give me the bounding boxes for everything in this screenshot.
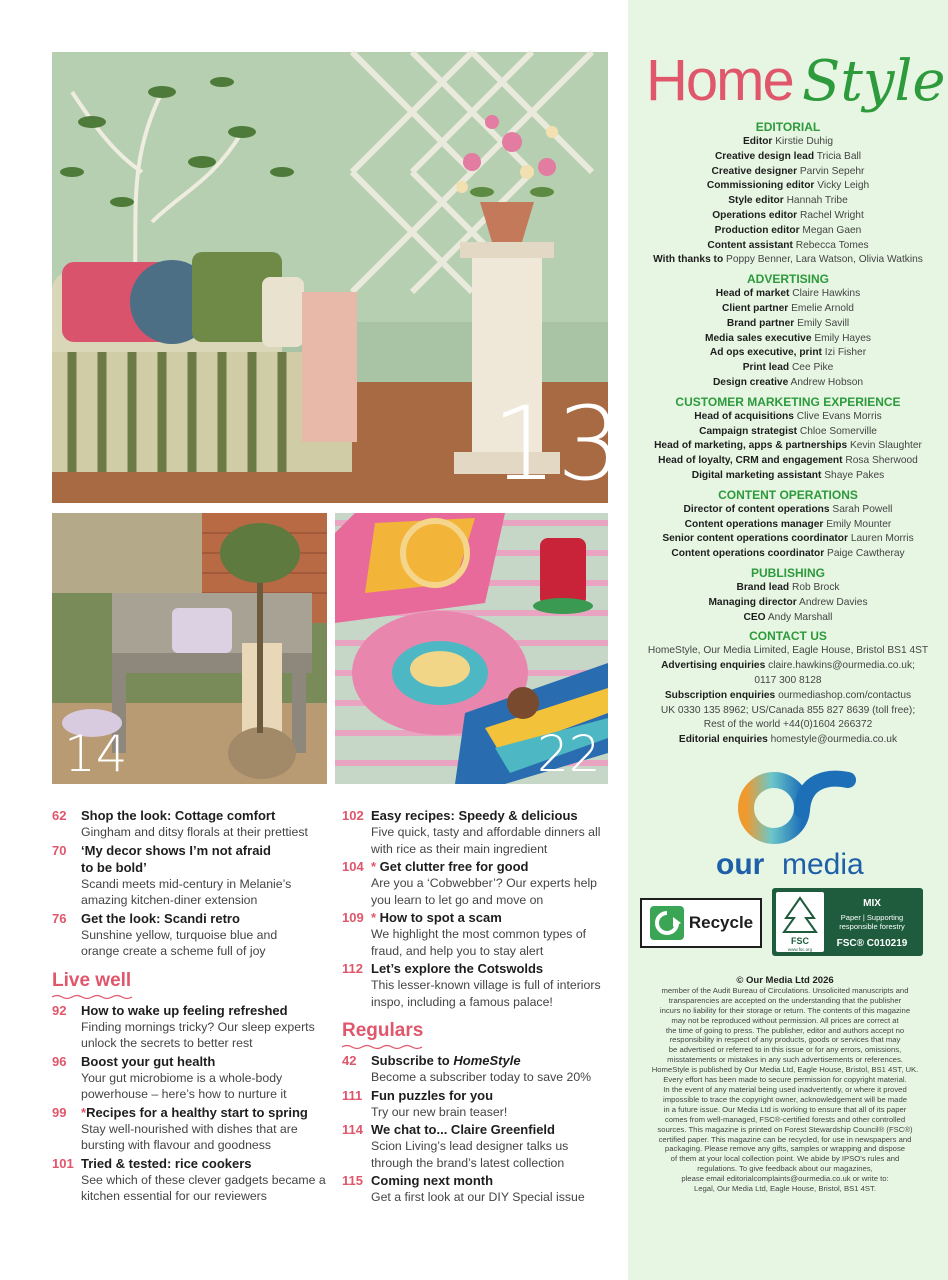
page-number-13: 13: [492, 385, 622, 504]
toc-entry[interactable]: [342, 960, 612, 1010]
toc-title: [81, 1104, 332, 1121]
toc-entry[interactable]: [52, 910, 332, 960]
credit-line: [628, 518, 948, 533]
credit-line: [628, 376, 948, 391]
credit-role: Senior content operations coordinator: [662, 533, 848, 545]
credit-name: Rob Brock: [791, 581, 840, 593]
credit-name: Cee Pike: [791, 362, 834, 374]
advertising-phone: 0117 300 8128: [754, 674, 822, 686]
copyright-line: comes from well-managed, FSC®-certified forests and other controlled: [664, 1114, 906, 1124]
toc-title: Get the look: Scandi retro: [81, 910, 240, 926]
subscription-phones: UK 0330 135 8962; US/Canada 855 827 8639 (toll free);: [660, 704, 916, 716]
credit-line: [628, 179, 948, 194]
toc-title-text: Subscribe to: [371, 1053, 454, 1068]
toc-page-number: 112: [342, 961, 363, 976]
copyright-line: of them at your local collection point. We abide by IPSO's rules and: [670, 1154, 900, 1164]
credit-name: Megan Gaen: [802, 224, 862, 236]
toc-page-number: 114: [342, 1122, 363, 1137]
toc-title: Let’s explore the Cotswolds: [371, 961, 544, 976]
toc-title: ‘My decor shows I’m not afraid to be bold’: [81, 842, 271, 875]
credit-name: Poppy Benner, Lara Watson, Olivia Watkins: [726, 254, 923, 266]
editorial-email-link[interactable]: homestyle@ourmedia.co.uk: [770, 734, 898, 746]
copyright-line: impossible to trace the copyright owner, acknowledgement will be made: [663, 1094, 907, 1104]
fsc-url: www.fsc.org: [787, 947, 813, 952]
credit-role: Content assistant: [707, 239, 793, 251]
recycle-badge: [640, 898, 762, 948]
contact-role: Subscription enquiries: [664, 689, 776, 701]
contact-line: [628, 674, 948, 689]
toc-entry[interactable]: [52, 1155, 332, 1205]
credits-heading: CONTACT US: [749, 629, 827, 644]
toc-title: [371, 909, 612, 926]
credit-line: [628, 302, 948, 317]
toc-page-number: 62: [52, 808, 67, 823]
copyright-line: Every effort has been made to secure permission for copyright material.: [663, 1075, 907, 1085]
toc-entry[interactable]: [342, 858, 612, 908]
recycle-label: Recycle: [688, 913, 754, 932]
credit-line: [628, 317, 948, 332]
toc-description: Five quick, tasty and affordable dinners all with rice as their main ingredient: [371, 825, 601, 856]
contact-line: [628, 644, 948, 659]
credit-line: [628, 596, 948, 611]
toc-description: Sunshine yellow, turquoise blue and orange create a scheme full of joy: [81, 927, 278, 958]
copyright-line: please email editorialcomplaints@ourmedia.co.uk or write to:: [681, 1174, 889, 1184]
toc-description: Your gut microbiome is a whole-body powerhouse – here’s how to nurture it: [81, 1070, 287, 1101]
credits-heading: ADVERTISING: [746, 272, 829, 287]
credit-name: Andrew Davies: [799, 596, 868, 608]
toc-title: Easy recipes: Speedy & delicious: [371, 808, 578, 823]
toc-title: How to wake up feeling refreshed: [81, 1002, 288, 1018]
copyright-title: © Our Media Ltd 2026: [736, 975, 834, 986]
main-photo: [52, 52, 622, 504]
garden-bench-photo: [52, 513, 327, 784]
credit-role: Commissioning editor: [706, 180, 815, 192]
section-heading-text: Live well: [52, 969, 132, 991]
credit-line: [628, 425, 948, 440]
credit-role: Operations editor: [712, 209, 798, 221]
copyright-line: incurs no liability for their storage or return. The contents of this magazine: [659, 1005, 911, 1015]
credit-role: Head of acquisitions: [694, 410, 794, 422]
feature-star: *: [81, 1104, 87, 1120]
credit-role: Head of loyalty, CRM and engagement: [658, 455, 843, 467]
toc-entry[interactable]: [342, 1052, 612, 1086]
fsc-logo: [772, 888, 923, 956]
credit-line: [628, 150, 948, 165]
credit-name: Clive Evans Morris: [796, 410, 882, 422]
subscription-link[interactable]: ourmediashop.com/contactus: [778, 689, 912, 701]
copyright-line: packaging. Please remove any gifts, samples or wrapping and dispose: [664, 1144, 906, 1154]
toc-entry[interactable]: [52, 1002, 332, 1052]
toc-title-text: Get clutter free for good: [379, 859, 529, 874]
credit-line: [628, 581, 948, 596]
toc-page-number: 101: [52, 1155, 74, 1171]
credit-role: Brand lead: [736, 581, 790, 593]
credit-line: [628, 611, 948, 626]
credit-name: Parvin Sepehr: [799, 165, 865, 177]
contact-line: [628, 689, 948, 704]
ourmedia-text-light: media: [782, 848, 864, 881]
toc-page-number: 76: [52, 910, 67, 926]
contact-role: Advertising enquiries: [661, 660, 766, 672]
toc-title-text: How to spot a scam: [379, 910, 502, 925]
credit-name: Hannah Tribe: [786, 195, 848, 207]
toc-page-number: 92: [52, 1002, 67, 1018]
credit-name: Emelie Arnold: [791, 302, 854, 314]
credit-line: [628, 547, 948, 562]
fsc-code: FSC® C010219: [836, 938, 908, 949]
credits-heading: PUBLISHING: [750, 565, 825, 580]
credit-name: Vicky Leigh: [817, 180, 870, 192]
credit-role: Ad ops executive, print: [709, 347, 822, 359]
logo-style-text: Style: [802, 49, 946, 114]
credits-heading: CONTENT OPERATIONS: [718, 487, 858, 502]
credit-role: Print lead: [742, 362, 790, 374]
contact-line: [628, 659, 948, 674]
credit-name: Kirstie Duhig: [775, 136, 834, 147]
credit-name: Izi Fisher: [824, 347, 867, 359]
contact-line: [628, 718, 948, 733]
fsc-mix: MIX: [863, 898, 881, 909]
toc-title: Boost your gut health: [81, 1053, 216, 1069]
toc-page-number: 102: [342, 808, 364, 823]
toc-page-number: 70: [52, 842, 67, 858]
toc-page-number: 99: [52, 1104, 67, 1120]
fsc-paper-line1: Paper | Supporting: [840, 913, 904, 922]
toc-description: Get a first look at our DIY Special issue: [371, 1190, 585, 1204]
credits-heading: EDITORIAL: [755, 120, 821, 134]
feature-star: *: [371, 859, 380, 874]
toc-entry[interactable]: [342, 1087, 612, 1121]
toc-description: Become a subscriber today to save 20%: [371, 1070, 592, 1084]
ourmedia-logo: [708, 770, 888, 880]
toc-title: [371, 858, 612, 875]
wavy-underline-icon: [342, 1044, 422, 1050]
toc-description: Gingham and ditsy florals at their prettiest: [81, 825, 308, 839]
contact-line: [628, 733, 948, 748]
advertising-email-link[interactable]: claire.hawkins@ourmedia.co.uk;: [768, 660, 915, 672]
toc-description: Scandi meets mid-century in Melanie’s amazing kitchen-diner extension: [81, 876, 292, 907]
toc-page-number: 104: [342, 859, 364, 874]
contents-column-middle: [342, 807, 612, 1207]
credit-line: [628, 135, 948, 150]
toc-title: Coming next month: [371, 1173, 494, 1188]
subscription-phone-world: Rest of the world +44(0)1604 266372: [703, 719, 873, 731]
toc-page-number: 42: [342, 1053, 357, 1068]
credit-name: Chloe Somerville: [799, 425, 877, 437]
credit-line: [628, 209, 948, 224]
credit-role: Design creative: [712, 376, 789, 388]
table-setting-photo: [335, 513, 608, 784]
toc-entry[interactable]: [342, 1172, 612, 1206]
feature-star: *: [371, 910, 380, 925]
copyright-line: Legal, Our Media Ltd, Eagle House, Bristol, BS1 4ST.: [693, 1184, 877, 1194]
recycle-icon: [649, 905, 685, 941]
credit-name: Emily Hayes: [814, 332, 871, 344]
toc-entry[interactable]: [342, 1121, 612, 1171]
credit-name: Kevin Slaughter: [849, 440, 922, 452]
credit-role: Media sales executive: [705, 332, 812, 344]
toc-entry[interactable]: [52, 842, 332, 909]
credit-line: [628, 469, 948, 484]
credit-role: Head of market: [715, 288, 790, 300]
toc-description: See which of these clever gadgets became a kitchen essential for our reviewers: [81, 1172, 326, 1203]
credit-name: Rosa Sherwood: [845, 455, 918, 467]
credit-line: [628, 532, 948, 547]
toc-description: Are you a ‘Cobwebber’? Our experts help you learn to let go and move on: [371, 876, 598, 907]
toc-title-text: Recipes for a healthy start to spring: [86, 1104, 308, 1120]
fsc-badge: [772, 888, 923, 956]
toc-description: Scion Living’s lead designer talks us through the brand’s latest collection: [371, 1139, 569, 1170]
credit-line: [628, 454, 948, 469]
contact-line: [628, 704, 948, 719]
credits-heading: CUSTOMER MARKETING EXPERIENCE: [675, 394, 901, 409]
homestyle-logo: [644, 42, 946, 114]
ourmedia-swoosh-icon: [802, 779, 848, 810]
toc-entry[interactable]: [342, 909, 612, 959]
logo-home-text: Home: [646, 48, 793, 113]
toc-description: Stay well-nourished with dishes that are bursting with flavour and goodness: [81, 1121, 298, 1152]
credits-list: [628, 116, 948, 748]
toc-title: We chat to... Claire Greenfield: [371, 1122, 555, 1137]
copyright-notice: [640, 976, 930, 1194]
toc-description: Try our new brain teaser!: [371, 1104, 508, 1119]
credit-name: Tricia Ball: [816, 150, 862, 162]
credit-role: Content operations coordinator: [671, 548, 825, 560]
wavy-underline-icon: [52, 994, 132, 1000]
credit-role: Editor: [742, 136, 773, 147]
credit-name: Claire Hawkins: [792, 288, 861, 300]
section-heading-text: Regulars: [342, 1020, 424, 1041]
credit-line: [628, 503, 948, 518]
section-heading-regulars: [342, 1020, 612, 1042]
copyright-line: responsibility in respect of any products, goods or services that may: [669, 1035, 901, 1045]
fsc-paper-line2: responsible forestry: [839, 922, 905, 931]
toc-description: Finding mornings tricky? Our sleep experts unlock the secrets to better rest: [81, 1019, 315, 1050]
toc-page-number: 111: [342, 1087, 363, 1103]
toc-title: Tried & tested: rice cookers: [81, 1155, 252, 1171]
toc-entry[interactable]: [52, 1053, 332, 1103]
page-number-14: 14: [64, 725, 128, 783]
copyright-line: the time of going to press. The publisher, editor and authors accept no: [665, 1025, 905, 1035]
copyright-line: In the event of any material being used inadvertently, or where it proved: [663, 1084, 907, 1094]
credit-role: Creative design lead: [714, 150, 815, 162]
credit-line: [628, 239, 948, 254]
contents-column-left: [52, 807, 332, 1206]
credit-line: [628, 194, 948, 209]
section-heading-live-well: [52, 970, 332, 992]
credit-line: [628, 439, 948, 454]
toc-description: We highlight the most common types of fraud, and help you to stay alert: [371, 927, 587, 958]
credit-line: [628, 410, 948, 425]
credit-name: Andy Marshall: [767, 611, 833, 623]
credit-line: [628, 332, 948, 347]
copyright-line: be advertised or referred to in this issue or for any errors, omissions,: [668, 1045, 902, 1055]
credit-role: Head of marketing, apps & partnerships: [654, 440, 848, 452]
credit-role: Campaign strategist: [699, 425, 798, 437]
toc-entry[interactable]: [52, 1104, 332, 1154]
credit-role: With thanks to: [653, 254, 724, 266]
credit-role: Production editor: [714, 224, 800, 236]
copyright-line: regulations. To give feedback about our magazines,: [697, 1164, 873, 1174]
credit-name: Sarah Powell: [832, 503, 893, 515]
toc-title: Fun puzzles for you: [371, 1087, 494, 1103]
copyright-line: sources. This magazine is printed on Forest Stewardship Council® (FSC®): [657, 1124, 913, 1134]
toc-description: This lesser-known village is full of interiors inspo, including a famous palace!: [371, 978, 601, 1009]
ourmedia-ring-icon: [746, 780, 802, 836]
credit-role: Client partner: [722, 302, 789, 314]
toc-title: [371, 1052, 612, 1069]
credit-line: [628, 253, 948, 268]
credit-role: Content operations manager: [684, 518, 824, 530]
contact-role: Editorial enquiries: [678, 734, 768, 746]
credit-line: [628, 287, 948, 302]
credit-line: [628, 224, 948, 239]
credit-name: Rachel Wright: [799, 209, 864, 221]
copyright-line: HomeStyle is published by Our Media Ltd, Eagle House, Bristol, BS1 4ST, UK.: [651, 1065, 919, 1075]
credit-line: [628, 165, 948, 180]
toc-page-number: 115: [342, 1173, 363, 1188]
credit-role: CEO: [743, 611, 766, 623]
copyright-line: in a future issue. Our Media Ltd is working to ensure that all of its paper: [663, 1104, 907, 1114]
copyright-line: transparencies are accepted on the understanding that the publisher: [668, 995, 902, 1005]
credit-role: Director of content operations: [683, 503, 830, 515]
credit-name: Lauren Morris: [850, 533, 914, 545]
toc-title: Shop the look: Cottage comfort: [81, 808, 276, 823]
ourmedia-text-bold: our: [716, 848, 765, 881]
credit-role: Managing director: [708, 596, 797, 608]
toc-page-number: 96: [52, 1053, 67, 1069]
credit-name: Andrew Hobson: [790, 376, 864, 388]
credit-name: Shaye Pakes: [824, 469, 885, 481]
contact-text: HomeStyle, Our Media Limited, Eagle House, Bristol BS1 4ST: [647, 645, 929, 657]
credit-line: [628, 361, 948, 376]
credit-name: Emily Mounter: [826, 518, 892, 530]
credit-name: Paige Cawtheray: [827, 548, 905, 560]
toc-entry[interactable]: [342, 807, 612, 857]
toc-entry[interactable]: [52, 807, 332, 841]
copyright-line: certified paper. This magazine can be recycled, for use in newspapers and: [658, 1134, 912, 1144]
credit-name: Emily Savill: [797, 317, 850, 329]
page-number-22: 22: [537, 725, 601, 783]
credit-role: Brand partner: [726, 317, 795, 329]
credit-role: Style editor: [728, 195, 784, 207]
toc-page-number: 109: [342, 910, 364, 925]
credit-role: Creative designer: [711, 165, 798, 177]
fsc-text: FSC: [791, 936, 809, 946]
copyright-line: may not be reproduced without permission. All prices are correct at: [671, 1015, 899, 1025]
copyright-line: member of the Audit Bureau of Circulations. Unsolicited manuscripts and: [661, 985, 909, 995]
copyright-line: misstatements or mistakes in any such advertisements or references.: [667, 1055, 903, 1065]
credit-line: [628, 346, 948, 361]
credit-name: Rebecca Tomes: [795, 239, 869, 251]
toc-title-brand: HomeStyle: [453, 1053, 521, 1068]
credit-role: Digital marketing assistant: [691, 469, 822, 481]
